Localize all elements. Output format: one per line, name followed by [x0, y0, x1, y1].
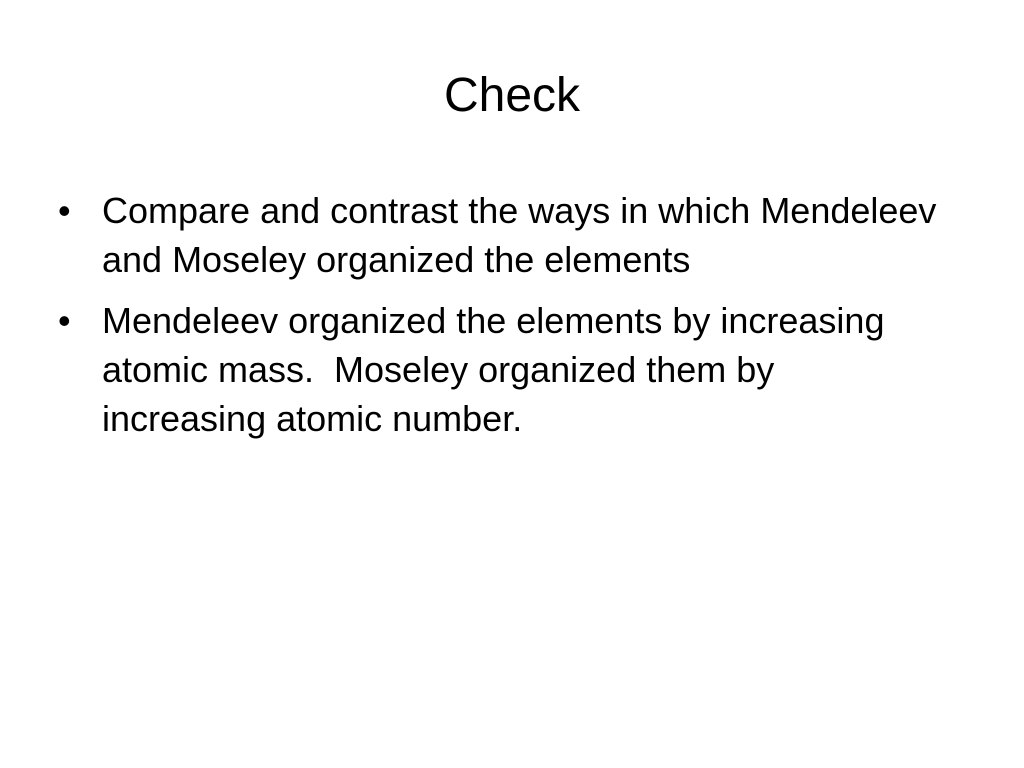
bullet-item-question [58, 186, 947, 284]
bullet-list [58, 186, 947, 455]
bullet-marker: • [58, 190, 71, 231]
bullet-item-answer [58, 296, 938, 443]
slide-title: Check [443, 69, 581, 122]
bullet-text: Mendeleev organized the elements by increasing atomic mass. Moseley organized them by increasing atomic number. [102, 300, 895, 439]
bullet-text: Compare and contrast the ways in which Mendeleev and Moseley organized the elements [102, 190, 947, 280]
bullet-marker: • [58, 300, 71, 341]
